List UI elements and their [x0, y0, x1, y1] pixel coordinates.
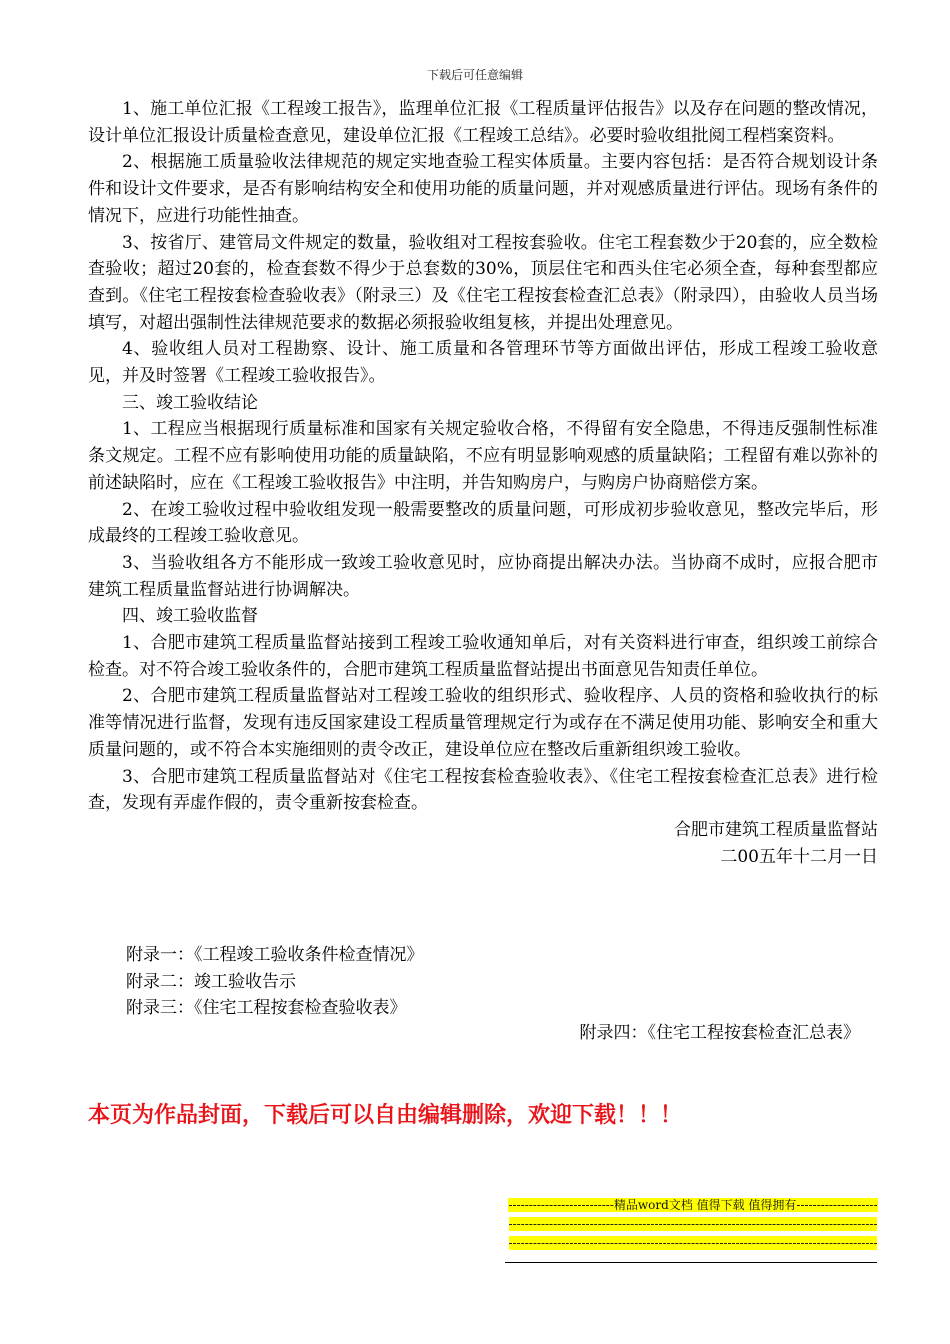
paragraph-conclusion-3: 3、当验收组各方不能形成一致竣工验收意见时，应协商提出解决办法。当协商不成时，应报合肥市建筑工程质量监督站进行协调解决。: [88, 552, 878, 600]
paragraph-unit-acceptance: 3、按省厅、建管局文件规定的数量，验收组对工程按套验收。住宅工程套数少于20套的，应全数检查验收；超过20套的，检查套数不得少于总套数的30%，顶层住宅和西头住宅必须全查，每种套型都应查到。《住宅工程按套检查验收表》（附录三）及《住宅工程按套检查汇总表》（附录四），由验收人员当场填写，对超出强制性法律规范要求的数据必须报验收组复核，并提出处理意见。: [88, 232, 878, 333]
appendix-item-3: 附录三：《住宅工程按套检查验收表》: [126, 998, 407, 1019]
signature-org: 合肥市建筑工程质量监督站: [674, 819, 878, 840]
paragraph-supervision-2: 2、合肥市建筑工程质量监督站对工程竣工验收的组织形式、验收程序、人员的资格和验收执行的标准等情况进行监督，发现有违反国家建设工程质量管理规定行为或存在不满足使用功能、影响安全和重大质量问题的，或不符合本实施细则的责令改正，建设单位应在整改后重新组织竣工验收。: [88, 686, 878, 760]
appendix-item-1: 附录一：《工程竣工验收条件检查情况》: [126, 945, 424, 965]
paragraph-report-summary: 1、施工单位汇报《工程竣工报告》，监理单位汇报《工程质量评估报告》以及存在问题的整改情况，设计单位汇报设计质量检查意见，建设单位汇报《工程竣工总结》。必要时验收组批阅工程档案资料。: [88, 99, 878, 146]
section-heading-supervision: 四、竣工验收监督: [122, 606, 258, 627]
paragraph-conclusion-2: 2、在竣工验收过程中验收组发现一般需要整改的质量问题，可形成初步验收意见，整改完毕后，形成最终的工程竣工验收意见。: [88, 499, 878, 547]
signature-date: 二00五年十二月一日: [720, 846, 878, 867]
paragraph-supervision-1: 1、合肥市建筑工程质量监督站接到工程竣工验收通知单后，对有关资料进行审查，组织竣工前综合检查。对不符合竣工验收条件的，合肥市建筑工程质量监督站提出书面意见告知责任单位。: [88, 633, 878, 680]
paragraph-onsite-inspection: 2、根据施工质量验收法律规范的规定实地查验工程实体质量。主要内容包括：是否符合规划设计条件和设计文件要求，是否有影响结构安全和使用功能的质量问题，并对观感质量进行评估。现场有条件的情况下，应进行功能性抽查。: [88, 152, 878, 226]
paragraph-evaluation: 4、验收组人员对工程勘察、设计、施工质量和各管理环节等方面做出评估，形成工程竣工验收意见，并及时签署《工程竣工验收报告》。: [88, 339, 878, 387]
page-header: 下载后可任意编辑: [426, 68, 523, 82]
footer-promo-text: --------------------------精品word文档 值得下载 值得拥有----------------------------------------------------------------------------------------------------------------------------------------------------------------------------------------------------------: [508, 1198, 878, 1250]
section-heading-conclusion: 三、竣工验收结论: [122, 392, 258, 413]
appendix-item-2: 附录二：竣工验收告示: [126, 971, 296, 992]
footer-divider: [505, 1262, 877, 1263]
appendix-item-4: 附录四：《住宅工程按套检查汇总表》: [579, 1023, 860, 1043]
footer-promo: [508, 1196, 878, 1253]
paragraph-supervision-3: 3、合肥市建筑工程质量监督站对《住宅工程按套检查验收表》、《住宅工程按套检查汇总表》进行检查，发现有弄虚作假的，责令重新按套检查。: [88, 766, 878, 814]
document-body: [88, 96, 878, 870]
appendix-list: [126, 942, 424, 1022]
paragraph-conclusion-1: 1、工程应当根据现行质量标准和国家有关规定验收合格，不得留有安全隐患，不得违反强制性标准条文规定。工程不应有影响使用功能的质量缺陷，不应有明显影响观感的质量缺陷；工程留有难以弥补的前述缺陷时，应在《工程竣工验收报告》中注明，并告知购房户，与购房户协商赔偿方案。: [88, 419, 878, 493]
cover-note: 本页为作品封面，下载后可以自由编辑删除，欢迎下载！！！: [88, 1103, 683, 1128]
